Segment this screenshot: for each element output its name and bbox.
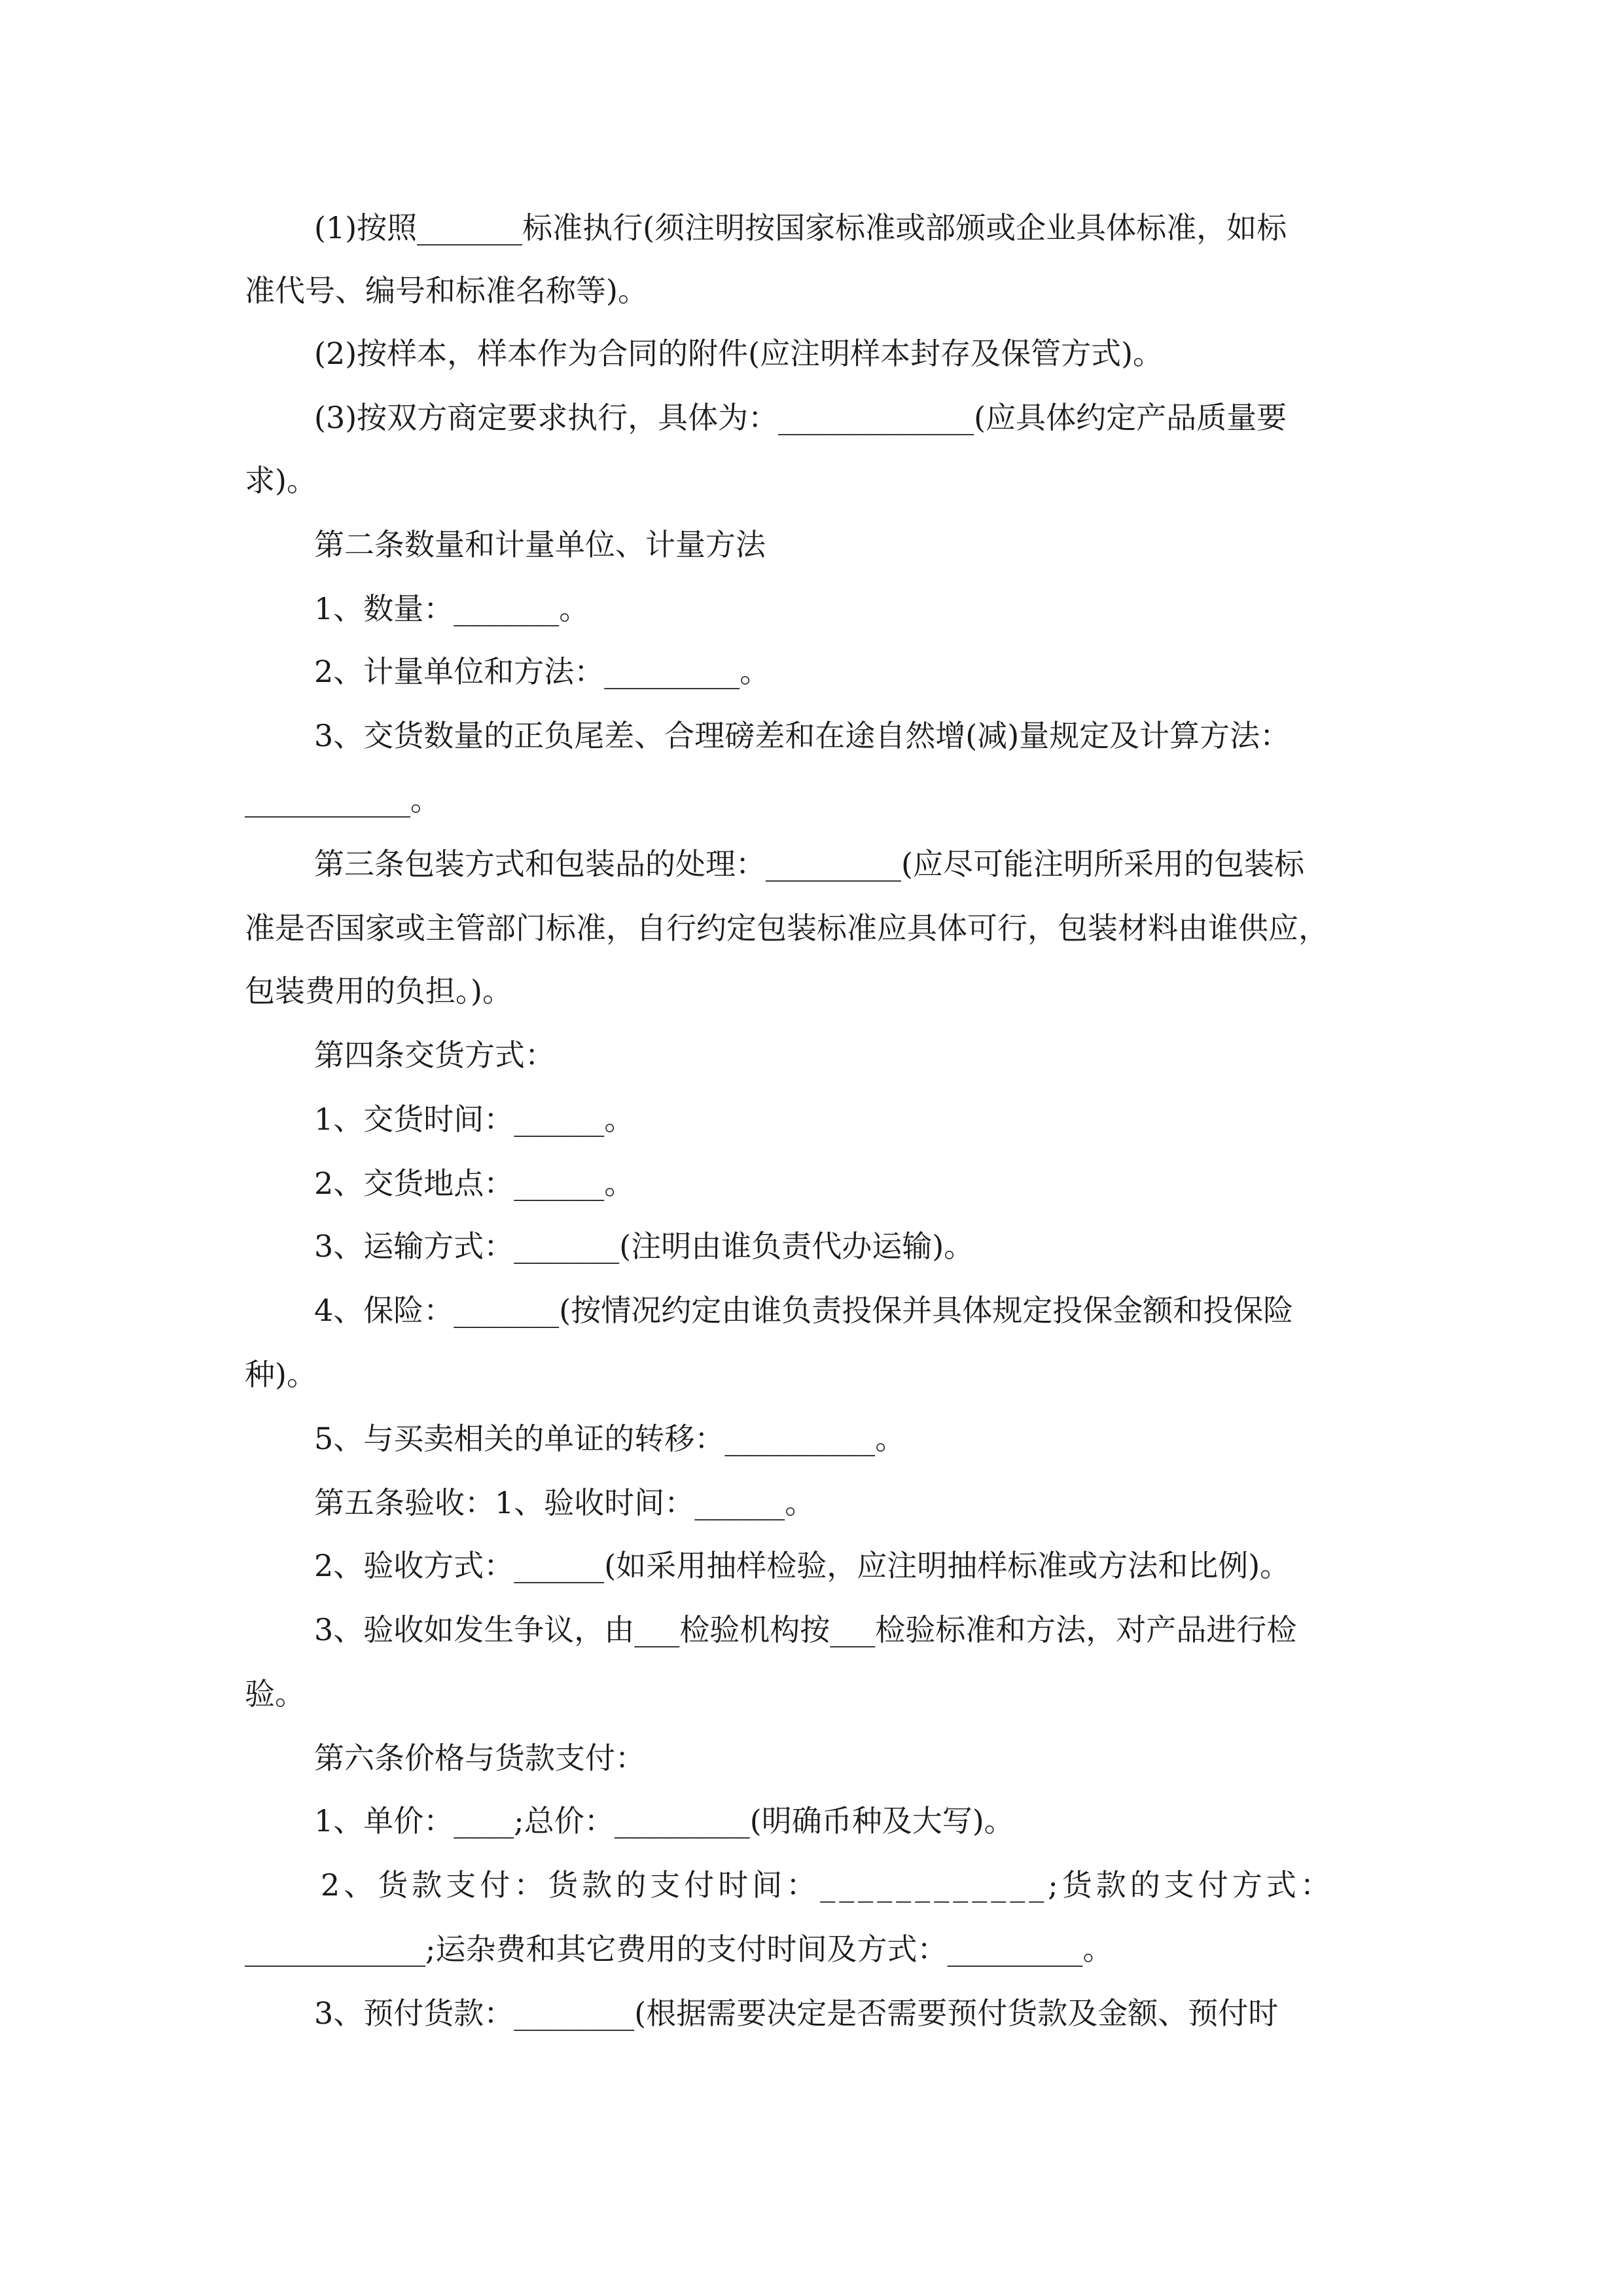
text-line: 种)。	[245, 1357, 317, 1392]
text-line: 2、计量单位和方法：_________。	[314, 654, 770, 689]
text-line: 求)。	[245, 463, 317, 498]
text-line: 3、运输方式：_______(注明由谁负责代办运输)。	[314, 1229, 974, 1264]
text-line: 第四条交货方式：	[314, 1037, 555, 1073]
text-line: 2、验收方式：______(如采用抽样检验，应注明抽样标准或方法和比例)。	[314, 1548, 1291, 1583]
text-line: (3)按双方商定要求执行，具体为：_____________(应具体约定产品质量要	[314, 400, 1287, 435]
text-line: 准是否国家或主管部门标准，自行约定包装标准应具体可行，包装材料由谁供应，	[245, 910, 1329, 946]
text-line: 1、单价：____;总价：_________(明确币种及大写)。	[314, 1803, 1014, 1839]
text-line: 第六条价格与货款支付：	[314, 1740, 645, 1776]
text-line: 准代号、编号和标准名称等)。	[245, 273, 648, 308]
text-line: 3、验收如发生争议，由___检验机构按___检验标准和方法，对产品进行检	[314, 1612, 1297, 1647]
text-line: 包装费用的负担。)。	[245, 973, 512, 1009]
text-line: 第二条数量和计量单位、计量方法	[314, 527, 766, 562]
text-line: 第五条验收：1、验收时间：______。	[314, 1485, 815, 1520]
text-line: 5、与买卖相关的单证的转移：__________。	[314, 1421, 906, 1456]
text-line: 4、保险：_______(按情况约定由谁负责投保并具体规定投保金额和投保险	[314, 1293, 1294, 1328]
text-line: (2)按样本，样本作为合同的附件(应注明样本封存及保管方式)。	[314, 336, 1164, 371]
text-line: 第三条包装方式和包装品的处理：_________(应尽可能注明所采用的包装标	[314, 846, 1304, 882]
text-line: 3、交货数量的正负尾差、合理磅差和在途自然增(减)量规定及计算方法：	[314, 718, 1291, 753]
text-line: 1、数量：_______。	[314, 591, 590, 626]
text-line: (1)按照_______标准执行(须注明按国家标准或部颁或企业具体标准，如标	[314, 210, 1287, 245]
text-line: 3、预付货款：________(根据需要决定是否需要预付货款及金额、预付时	[314, 1996, 1279, 2031]
text-line: 验。	[245, 1676, 305, 1712]
text-line: 2、交货地点：______。	[314, 1166, 635, 1201]
text-line: ____________;运杂费和其它费用的支付时间及方式：_________。	[245, 1931, 1113, 1967]
text-line: 1、交货时间：______。	[314, 1102, 635, 1137]
text-line: 2、货款支付：货款的支付时间：____________;货款的支付方式：	[321, 1867, 1334, 1903]
text-line: ___________。	[245, 782, 440, 817]
